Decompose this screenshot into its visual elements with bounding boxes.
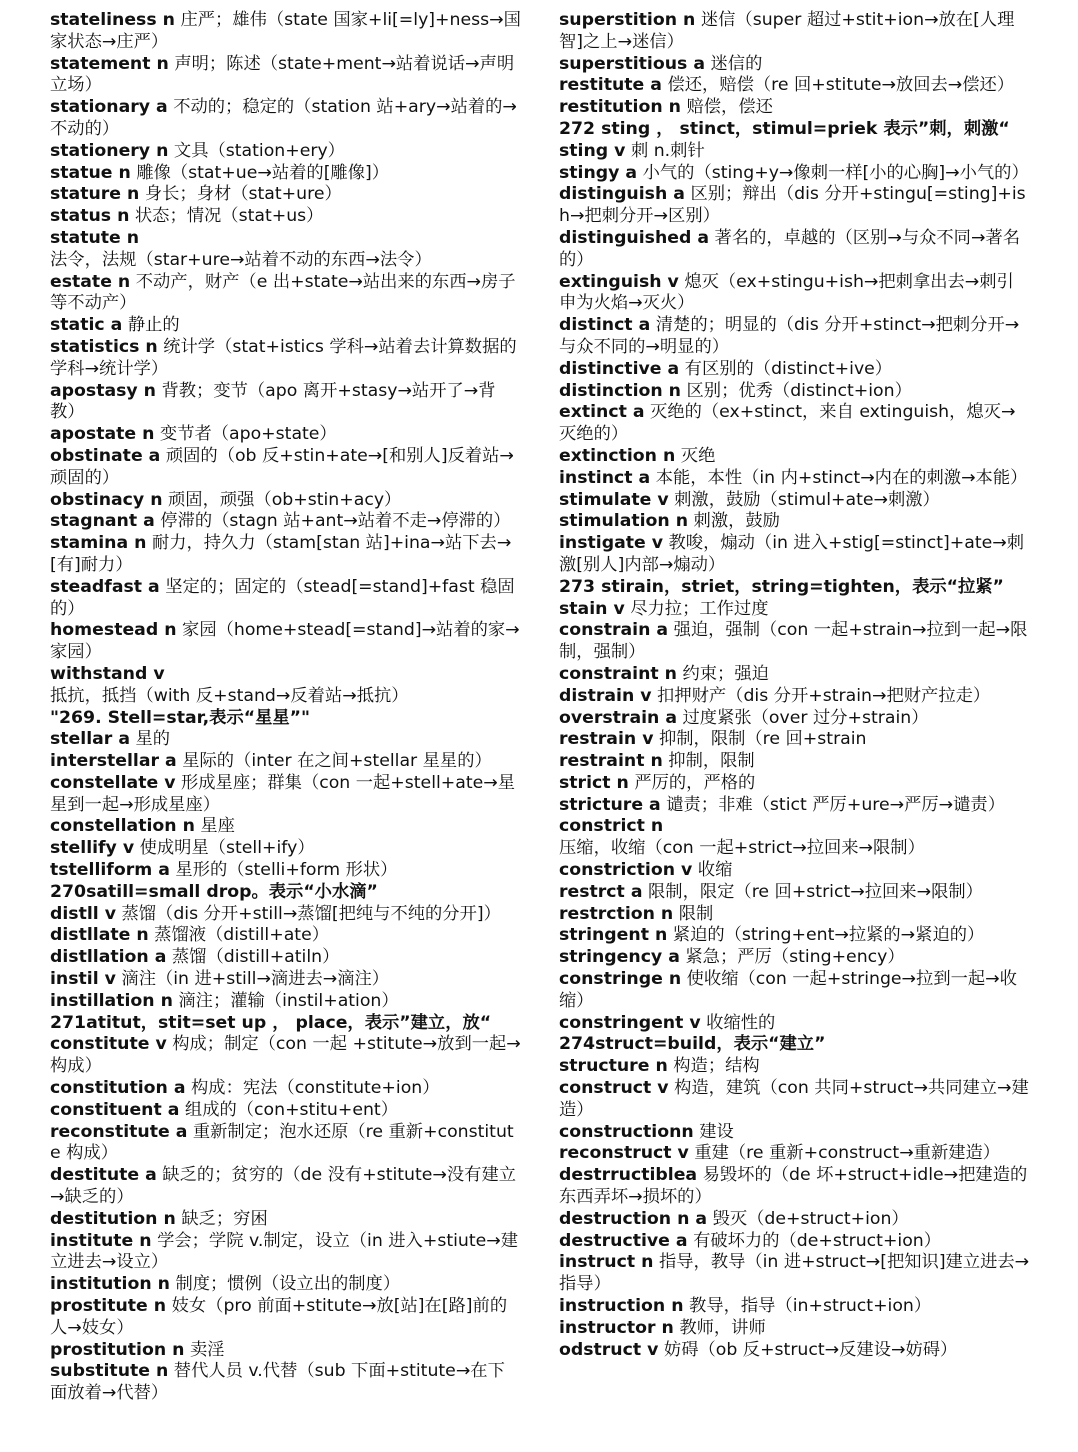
vocab-entry bbox=[559, 708, 1030, 730]
entry-headword: extinguish v bbox=[559, 271, 679, 292]
entry-definition: 刺 n.刺针 bbox=[630, 140, 705, 161]
vocab-entry bbox=[559, 860, 1030, 882]
vocab-entry bbox=[559, 272, 1030, 316]
entry-definition: 星形的（stelli+form 形状） bbox=[175, 860, 398, 881]
entry-headword: instigate v bbox=[559, 533, 663, 554]
vocab-entry bbox=[559, 729, 1030, 751]
entry-headword: sting v bbox=[559, 140, 626, 161]
entry-definition: 毁灭（de+struct+ion） bbox=[712, 1208, 909, 1229]
vocab-entry bbox=[50, 904, 521, 926]
entry-headword: interstellar a bbox=[50, 751, 177, 772]
entry-definition: 法令，法规（star+ure→站着不动的东西→法令） bbox=[50, 249, 432, 270]
entry-headword: stringent n bbox=[559, 925, 668, 946]
vocab-entry bbox=[559, 904, 1030, 926]
entry-headword: structure n bbox=[559, 1056, 668, 1077]
entry-headword: stationary a bbox=[50, 97, 168, 118]
entry-headword: 274struct=build，表示“建立” bbox=[559, 1034, 826, 1055]
entry-headword: distrain v bbox=[559, 685, 652, 706]
vocab-entry bbox=[559, 925, 1030, 947]
vocab-entry bbox=[559, 1209, 1030, 1231]
entry-definition: 替代人员 v.代替（sub 下面+stitute→在下面放着→代替） bbox=[50, 1361, 505, 1404]
vocab-entry bbox=[559, 1056, 1030, 1078]
entry-headword: stimulation n bbox=[559, 511, 689, 532]
entry-definition: 庄严；雄伟（state 国家+li[=ly]+ness→国家状态→庄严） bbox=[50, 10, 521, 52]
vocab-entry bbox=[559, 381, 1030, 403]
entry-headword: statute n bbox=[50, 227, 140, 248]
entry-headword: stagnant a bbox=[50, 511, 155, 532]
entry-definition: 状态；情况（stat+us） bbox=[134, 206, 324, 227]
entry-definition: 构造，建筑（con 共同+struct→共同建立→建造） bbox=[559, 1078, 1029, 1120]
vocab-entry bbox=[50, 1013, 521, 1035]
vocab-entry bbox=[559, 795, 1030, 817]
entry-headword: obstinate a bbox=[50, 445, 161, 466]
entry-headword: reconstitute a bbox=[50, 1121, 188, 1142]
entry-definition: 变节者（apo+state） bbox=[159, 424, 337, 445]
vocab-entry bbox=[50, 708, 521, 730]
entry-headword: constraint n bbox=[559, 663, 677, 684]
vocab-entry bbox=[559, 947, 1030, 969]
entry-headword: instructor n bbox=[559, 1317, 674, 1338]
vocab-entry bbox=[50, 751, 521, 773]
entry-definition: 坚定的；固定的（stead[=stand]+fast 稳固的） bbox=[50, 576, 515, 619]
entry-headword: superstition n bbox=[559, 10, 696, 30]
vocab-entry bbox=[50, 1231, 521, 1275]
entry-definition: 声明；陈述（state+ment→站着说话→声明立场） bbox=[50, 53, 515, 96]
entry-headword: distinct a bbox=[559, 315, 651, 336]
entry-definition: 妨碍（ob 反+struct→反建设→妨碍） bbox=[663, 1339, 958, 1360]
entry-definition: 易毁坏的（de 坏+struct+idle→把建造的东西弄坏→损坏的） bbox=[559, 1165, 1028, 1208]
entry-headword: stingy a bbox=[559, 162, 638, 183]
entry-headword: prostitute n bbox=[50, 1296, 167, 1317]
vocab-entry bbox=[559, 54, 1030, 76]
entry-definition: 著名的，卓越的（区别→与众不同→著名的） bbox=[559, 227, 1020, 270]
entry-headword: distllation a bbox=[50, 947, 167, 968]
entry-headword: superstitious a bbox=[559, 53, 705, 74]
entry-headword: restitute a bbox=[559, 75, 662, 96]
entry-definition: 构成：宪法（constitute+ion） bbox=[191, 1078, 440, 1099]
entry-headword: 271atitut，stit=set up ， place，表示”建立，放“ bbox=[50, 1012, 492, 1033]
entry-definition: 学会；学院 v.制定，设立（in 进入+stiute→建立进去→设立） bbox=[50, 1230, 519, 1273]
entry-headword: "269. Stell=star,表示“星星”" bbox=[50, 707, 311, 728]
entry-definition: 使收缩（con 一起+stringe→拉到一起→收缩） bbox=[559, 969, 1017, 1011]
entry-definition: 构成；制定（con 一起 +stitute→放到一起→构成） bbox=[50, 1034, 521, 1077]
entry-headword: constellation n bbox=[50, 816, 195, 837]
vocab-entry bbox=[559, 119, 1030, 141]
vocab-entry bbox=[50, 729, 521, 751]
vocab-entry bbox=[50, 315, 521, 337]
entry-definition: 滴注；灌输（instil+ation） bbox=[178, 990, 399, 1011]
entry-definition: 身长；身材（stat+ure） bbox=[144, 184, 342, 205]
entry-headword: apostasy n bbox=[50, 380, 156, 401]
vocab-entry bbox=[559, 468, 1030, 490]
entry-definition: 区别；辩出（dis 分开+stingu[=sting]+ish→把刺分开→区别） bbox=[559, 184, 1026, 227]
entry-definition: 刺激，鼓励 bbox=[693, 511, 780, 532]
vocab-entry bbox=[559, 97, 1030, 119]
entry-definition: 缺乏的；贫穷的（de 没有+stitute→没有建立→缺乏的） bbox=[50, 1165, 517, 1208]
entry-definition: 顽固的（ob 反+stin+ate→[和别人]反着站→顽固的） bbox=[50, 445, 514, 488]
vocab-entry bbox=[559, 1034, 1030, 1056]
vocab-entry bbox=[559, 664, 1030, 686]
entry-headword: homestead n bbox=[50, 620, 177, 641]
vocab-entry bbox=[559, 969, 1030, 1013]
vocab-entry bbox=[559, 402, 1030, 446]
entry-headword: instruct n bbox=[559, 1252, 654, 1273]
vocab-entry bbox=[50, 97, 521, 141]
entry-definition: 约束；强迫 bbox=[682, 663, 769, 684]
vocab-entry bbox=[559, 1231, 1030, 1253]
entry-definition: 刺激，鼓励（stimul+ate→刺激） bbox=[674, 489, 940, 510]
vocab-entry bbox=[50, 446, 521, 490]
entry-headword: destrructiblea bbox=[559, 1165, 698, 1186]
vocab-entry bbox=[559, 1340, 1030, 1362]
entry-headword: restrain v bbox=[559, 729, 654, 750]
entry-definition: 雕像（stat+ue→站着的[雕像]） bbox=[136, 162, 390, 183]
entry-definition: 收缩性的 bbox=[706, 1012, 776, 1033]
entry-definition: 有破坏力的（de+struct+ion） bbox=[693, 1230, 942, 1251]
entry-headword: extinct a bbox=[559, 402, 645, 423]
entry-headword: constitute v bbox=[50, 1034, 167, 1055]
vocab-entry bbox=[50, 1078, 521, 1100]
entry-definition: 小气的（sting+y→像刺一样[小的心胸]→小气的） bbox=[642, 162, 1029, 183]
entry-headword: stricture a bbox=[559, 794, 661, 815]
entry-headword: strict n bbox=[559, 772, 629, 793]
entry-headword: constituent a bbox=[50, 1099, 180, 1120]
entry-definition: 迷信的 bbox=[710, 53, 763, 74]
entry-definition: 教师，讲师 bbox=[679, 1317, 766, 1338]
entry-headword: constringent v bbox=[559, 1012, 701, 1033]
entry-headword: 272 sting ， stinct，stimul=priek 表示”刺，刺激“ bbox=[559, 118, 1010, 139]
entry-definition: 指导，教导（in 进+struct→[把知识]建立进去→指导） bbox=[559, 1252, 1030, 1295]
entry-headword: reconstruct v bbox=[559, 1143, 689, 1164]
entry-definition: 教唆，煽动（in 进入+stig[=stinct]+ate→刺激[别人]内部→煽动） bbox=[559, 533, 1025, 575]
vocab-entry bbox=[559, 163, 1030, 185]
entry-definition: 不动产，财产（e 出+state→站出来的东西→房子等不动产） bbox=[50, 271, 516, 314]
entry-definition: 建设 bbox=[699, 1121, 734, 1142]
entry-headword: instil v bbox=[50, 969, 116, 990]
entry-headword: substitute n bbox=[50, 1361, 169, 1382]
vocab-entry bbox=[50, 1034, 521, 1078]
entry-headword: statistics n bbox=[50, 336, 158, 357]
entry-definition: 顽固，顽强（ob+stin+acy） bbox=[168, 489, 402, 510]
entry-headword: distinction n bbox=[559, 380, 681, 401]
vocab-entry bbox=[559, 1078, 1030, 1122]
vocab-entry bbox=[559, 359, 1030, 381]
entry-definition: 静止的 bbox=[127, 315, 180, 336]
entry-definition: 压缩，收缩（con 一起+strict→拉回来→限制） bbox=[559, 838, 925, 859]
vocab-entry bbox=[50, 838, 521, 860]
entry-definition: 抑制，限制（re 回+strain bbox=[658, 729, 867, 750]
entry-definition: 背教；变节（apo 离开+stasy→站开了→背教） bbox=[50, 380, 496, 423]
vocab-entry bbox=[50, 860, 521, 882]
vocab-entry bbox=[559, 533, 1030, 577]
entry-headword: stain v bbox=[559, 598, 625, 619]
entry-headword: apostate n bbox=[50, 424, 155, 445]
entry-definition: 家园（home+stead[=stand]→站着的家→家园） bbox=[50, 620, 520, 663]
entry-definition: 重建（re 重新+construct→重新建造） bbox=[694, 1143, 1001, 1164]
entry-definition: 偿还，赔偿（re 回+stitute→放回去→偿还） bbox=[667, 75, 1015, 96]
vocab-entry bbox=[50, 272, 521, 316]
left-column bbox=[50, 10, 521, 1452]
vocab-entry bbox=[559, 1165, 1030, 1209]
entry-definition: 滴注（in 进+still→滴进去→滴注） bbox=[121, 969, 390, 990]
vocab-entry bbox=[50, 577, 521, 621]
entry-definition: 重新制定；泡水还原（re 重新+constitute 构成） bbox=[50, 1121, 514, 1164]
vocab-entry bbox=[559, 599, 1030, 621]
vocab-entry bbox=[50, 1296, 521, 1340]
entry-headword: 273 stirain，striet，string=tighten，表示“拉紧” bbox=[559, 576, 1004, 597]
entry-headword: withstand v bbox=[50, 663, 165, 684]
entry-headword: extinction n bbox=[559, 445, 676, 466]
entry-definition: 严厉的，严格的 bbox=[634, 772, 756, 793]
entry-definition: 组成的（con+stitu+ent） bbox=[184, 1099, 398, 1120]
vocab-entry bbox=[50, 337, 521, 381]
vocab-entry bbox=[559, 1318, 1030, 1340]
vocab-entry bbox=[50, 773, 521, 817]
entry-headword: institute n bbox=[50, 1230, 152, 1251]
entry-definition: 强迫，强制（con 一起+strain→拉到一起→限制，强制） bbox=[559, 620, 1028, 663]
entry-definition: 制度；惯例（设立出的制度） bbox=[175, 1274, 401, 1295]
entry-definition: 不动的；稳定的（station 站+ary→站着的→不动的） bbox=[50, 97, 517, 139]
vocab-entry bbox=[50, 1100, 521, 1122]
entry-headword: constellate v bbox=[50, 772, 176, 793]
entry-definition: 抵抗，抵挡（with 反+stand→反着站→抵抗） bbox=[50, 685, 409, 706]
vocab-entry bbox=[559, 10, 1030, 54]
entry-definition: 限制，限定（re 回+strict→拉回来→限制） bbox=[648, 881, 983, 902]
vocab-entry bbox=[559, 1122, 1030, 1144]
vocab-entry bbox=[50, 969, 521, 991]
entry-headword: construct v bbox=[559, 1078, 669, 1099]
vocab-entry bbox=[50, 991, 521, 1013]
entry-headword: institution n bbox=[50, 1274, 170, 1295]
vocab-entry bbox=[50, 1274, 521, 1296]
vocab-entry bbox=[50, 10, 521, 54]
entry-definition: 有区别的（distinct+ive） bbox=[684, 358, 893, 379]
entry-headword: distinguish a bbox=[559, 184, 685, 205]
entry-definition: 收缩 bbox=[697, 860, 733, 881]
vocab-entry bbox=[559, 773, 1030, 795]
vocab-entry bbox=[50, 533, 521, 577]
entry-definition: 赔偿，偿还 bbox=[686, 97, 773, 118]
entry-definition: 停滞的（stagn 站+ant→站着不走→停滞的） bbox=[160, 511, 511, 532]
vocab-entry bbox=[559, 1296, 1030, 1318]
entry-headword: destitute a bbox=[50, 1165, 157, 1186]
entry-headword: instruction n bbox=[559, 1296, 684, 1317]
entry-definition: 星座 bbox=[200, 816, 235, 837]
entry-definition: 使成明星（stell+ify） bbox=[139, 838, 315, 859]
entry-definition: 本能，本性（in 内+stinct→内在的刺激→本能） bbox=[655, 467, 1028, 488]
entry-definition: 迷信（super 超过+stit+ion→放在[人理智]之上→迷信） bbox=[559, 10, 1015, 52]
entry-headword: statue n bbox=[50, 162, 131, 183]
entry-headword: stellar a bbox=[50, 729, 130, 750]
entry-definition: 耐力，持久力（stam[stan 站]+ina→站下去→[有]耐力） bbox=[50, 533, 512, 575]
entry-headword: restitution n bbox=[559, 97, 681, 118]
vocab-entry bbox=[50, 1340, 521, 1362]
vocab-entry bbox=[50, 490, 521, 512]
entry-headword: constructionn bbox=[559, 1121, 694, 1142]
entry-headword: prostitution n bbox=[50, 1339, 185, 1360]
vocab-entry bbox=[50, 925, 521, 947]
entry-headword: restraint n bbox=[559, 751, 663, 772]
vocab-entry bbox=[50, 141, 521, 163]
entry-headword: static a bbox=[50, 315, 123, 336]
entry-definition: 限制 bbox=[678, 903, 714, 924]
entry-definition: 文具（station+ery） bbox=[173, 140, 345, 161]
vocab-entry bbox=[50, 1165, 521, 1209]
vocab-entry bbox=[50, 206, 521, 228]
entry-headword: destructive a bbox=[559, 1230, 688, 1251]
vocab-entry bbox=[559, 816, 1030, 860]
entry-definition: 过度紧张（over 过分+strain） bbox=[682, 707, 929, 728]
vocab-entry bbox=[559, 882, 1030, 904]
entry-headword: constrict n bbox=[559, 816, 664, 837]
entry-definition: 形成星座；群集（con 一起+stell+ate→星星到一起→形成星座） bbox=[50, 772, 516, 815]
entry-headword: stature n bbox=[50, 184, 140, 205]
entry-headword: distll v bbox=[50, 903, 116, 924]
entry-headword: constitution a bbox=[50, 1078, 186, 1099]
entry-headword: status n bbox=[50, 206, 130, 227]
vocab-entry bbox=[50, 184, 521, 206]
vocab-entry bbox=[50, 882, 521, 904]
vocab-entry bbox=[559, 511, 1030, 533]
vocab-entry bbox=[559, 315, 1030, 359]
right-column bbox=[559, 10, 1030, 1452]
entry-definition: 灭绝的（ex+stinct，来自 extinguish，熄灭→灭绝的） bbox=[559, 402, 1016, 445]
vocab-entry bbox=[559, 751, 1030, 773]
entry-definition: 星的 bbox=[135, 729, 171, 750]
entry-headword: stationery n bbox=[50, 140, 169, 161]
vocab-entry bbox=[559, 490, 1030, 512]
entry-headword: stateliness n bbox=[50, 10, 175, 30]
entry-headword: stimulate v bbox=[559, 489, 669, 510]
vocab-entry bbox=[50, 1209, 521, 1231]
entry-headword: stamina n bbox=[50, 533, 147, 554]
entry-headword: distinctive a bbox=[559, 358, 680, 379]
entry-headword: destitution n bbox=[50, 1208, 176, 1229]
vocab-entry bbox=[559, 228, 1030, 272]
entry-definition: 构造；结构 bbox=[673, 1056, 760, 1077]
vocab-entry bbox=[50, 1361, 521, 1405]
vocab-entry bbox=[559, 141, 1030, 163]
entry-headword: stellify v bbox=[50, 838, 135, 859]
vocab-entry bbox=[50, 228, 521, 272]
entry-definition: 蒸馏（distill+atiln） bbox=[171, 947, 340, 968]
entry-definition: 蒸馏（dis 分开+still→蒸馏[把纯与不纯的分开]） bbox=[121, 903, 501, 924]
entry-definition: 星际的（inter 在之间+stellar 星星的） bbox=[182, 751, 492, 772]
vocab-entry bbox=[559, 446, 1030, 468]
entry-headword: stringency a bbox=[559, 947, 680, 968]
entry-headword: steadfast a bbox=[50, 576, 160, 597]
entry-headword: constriction v bbox=[559, 860, 693, 881]
vocab-entry bbox=[559, 1143, 1030, 1165]
vocab-entry bbox=[559, 184, 1030, 228]
entry-headword: distinguished a bbox=[559, 227, 710, 248]
vocab-entry bbox=[50, 424, 521, 446]
vocab-entry bbox=[50, 664, 521, 708]
vocab-entry bbox=[50, 816, 521, 838]
entry-headword: 270satill=small drop。表示“小水滴” bbox=[50, 881, 378, 902]
entry-definition: 缺乏；穷困 bbox=[181, 1208, 268, 1229]
vocab-entry bbox=[559, 1013, 1030, 1035]
entry-definition: 谴责；非难（stict 严厉+ure→严厉→谴责） bbox=[666, 794, 1005, 815]
vocab-entry bbox=[50, 54, 521, 98]
entry-definition: 区别；优秀（distinct+ion） bbox=[686, 380, 912, 401]
entry-definition: 教导，指导（in+struct+ion） bbox=[689, 1296, 932, 1317]
vocab-entry bbox=[50, 1122, 521, 1166]
entry-headword: constrain a bbox=[559, 620, 669, 641]
entry-headword: obstinacy n bbox=[50, 489, 163, 510]
entry-definition: 扣押财产（dis 分开+strain→把财产拉走） bbox=[657, 685, 991, 706]
entry-definition: 灭绝 bbox=[680, 445, 716, 466]
entry-headword: distllate n bbox=[50, 925, 149, 946]
vocab-entry bbox=[50, 511, 521, 533]
entry-headword: estate n bbox=[50, 271, 131, 292]
vocab-entry bbox=[50, 947, 521, 969]
vocab-entry bbox=[50, 381, 521, 425]
entry-definition: 熄灭（ex+stingu+ish→把刺拿出去→刺引申为火焰→灭火） bbox=[559, 271, 1014, 314]
entry-headword: instinct a bbox=[559, 467, 651, 488]
entry-headword: constringe n bbox=[559, 969, 682, 990]
vocab-entry bbox=[559, 620, 1030, 664]
vocab-entry bbox=[559, 1252, 1030, 1296]
entry-definition: 卖淫 bbox=[189, 1339, 225, 1360]
entry-headword: odstruct v bbox=[559, 1339, 659, 1360]
entry-definition: 抑制，限制 bbox=[668, 751, 755, 772]
vocab-entry bbox=[559, 75, 1030, 97]
entry-definition: 紧迫的（string+ent→拉紧的→紧迫的） bbox=[672, 925, 985, 946]
entry-headword: destruction n a bbox=[559, 1208, 708, 1229]
entry-headword: overstrain a bbox=[559, 707, 678, 728]
entry-definition: 尽力拉；工作过度 bbox=[630, 598, 769, 619]
entry-headword: instillation n bbox=[50, 990, 173, 1011]
entry-headword: tstelliform a bbox=[50, 860, 170, 881]
entry-definition: 统计学（stat+istics 学科→站着去计算数据的学科→统计学） bbox=[50, 336, 517, 379]
entry-headword: statement n bbox=[50, 53, 169, 74]
entry-definition: 妓女（pro 前面+stitute→放[站]在[路]前的人→妓女） bbox=[50, 1296, 508, 1338]
vocab-entry bbox=[50, 620, 521, 664]
vocab-entry bbox=[50, 163, 521, 185]
entry-headword: restrct a bbox=[559, 881, 643, 902]
vocab-entry bbox=[559, 577, 1030, 599]
vocab-entry bbox=[559, 686, 1030, 708]
entry-headword: restrction n bbox=[559, 903, 674, 924]
entry-definition: 清楚的；明显的（dis 分开+stinct→把刺分开→与众不同的→明显的） bbox=[559, 315, 1020, 357]
entry-definition: 紧急；严厉（sting+ency） bbox=[685, 947, 905, 968]
entry-definition: 蒸馏液（distill+ate） bbox=[154, 925, 329, 946]
